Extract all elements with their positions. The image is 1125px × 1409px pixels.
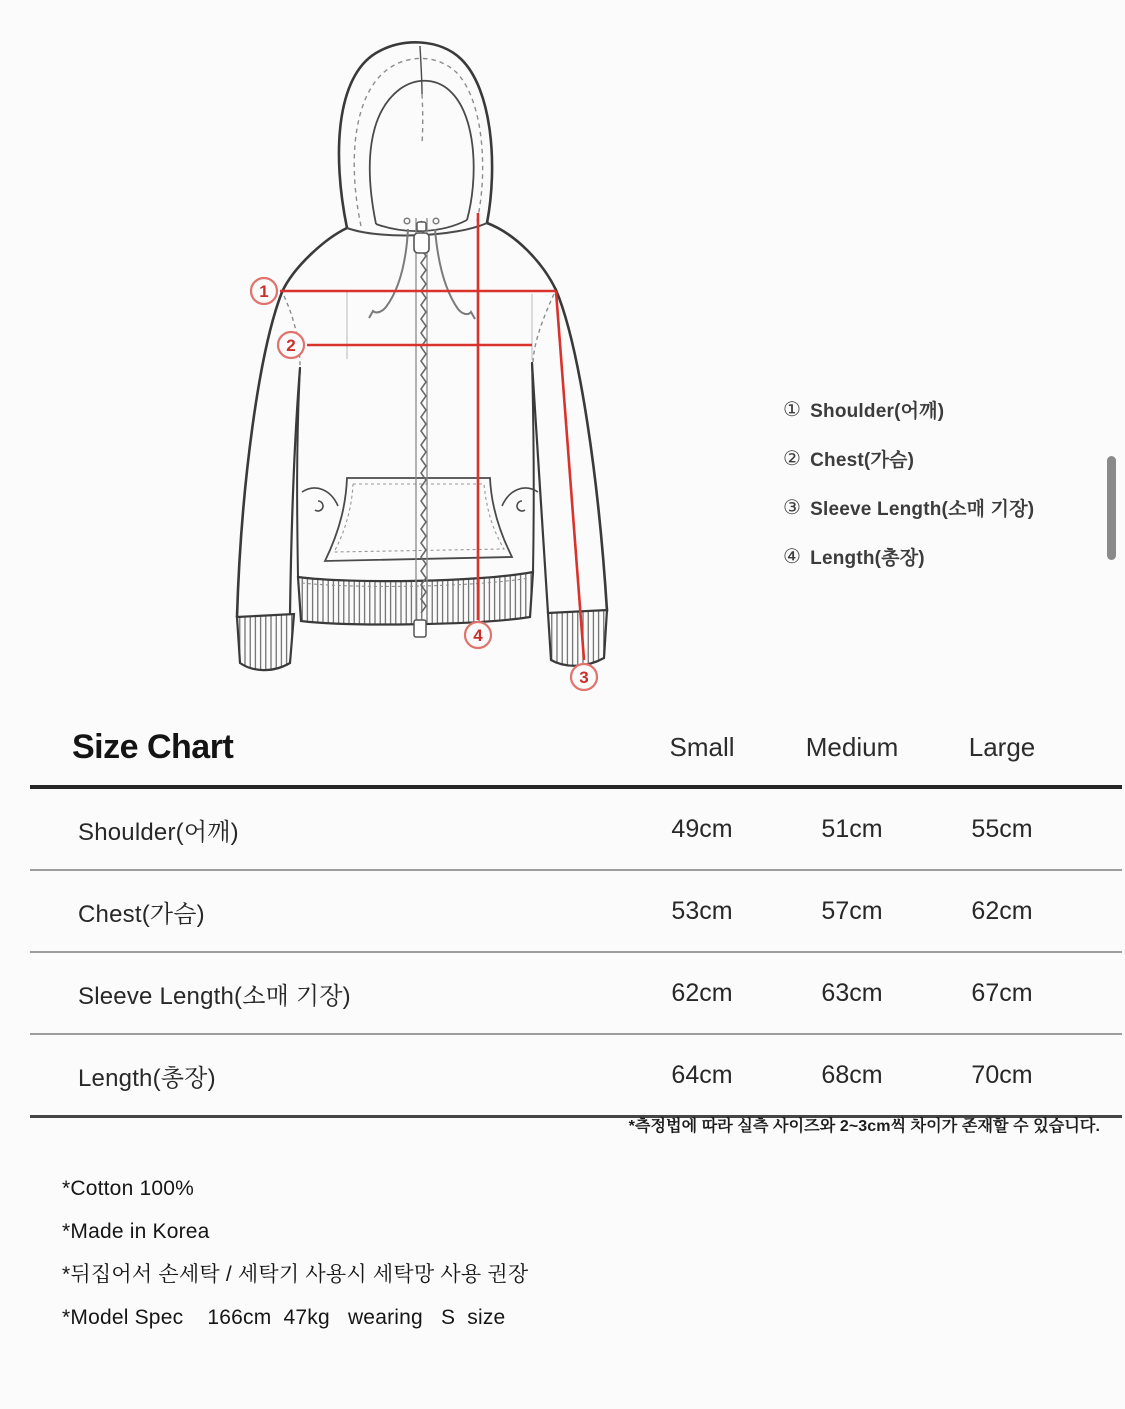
- value-cell: 55cm: [971, 814, 1033, 843]
- size-row-sleeve-length: [30, 953, 1122, 1035]
- circled-number-1: ①: [783, 398, 802, 421]
- left-cuff-rib: [237, 614, 294, 670]
- size-row-chest: [30, 871, 1122, 953]
- value-cell: 57cm: [821, 896, 883, 925]
- svg-text:2: 2: [286, 336, 296, 355]
- legend-label: Shoulder(어깨): [810, 400, 945, 422]
- hood-seam-stitching: [422, 94, 423, 143]
- hood-stitching: [354, 58, 482, 226]
- legend-item-chest: [783, 447, 1034, 471]
- note-origin: *Made in Korea: [62, 1220, 210, 1243]
- scrollbar-thumb[interactable]: [1107, 456, 1116, 560]
- size-chart-header: [30, 710, 1122, 789]
- column-header-large: Large: [968, 732, 1036, 762]
- hood-inner-opening: [370, 81, 474, 224]
- row-label: Shoulder(어깨): [78, 818, 239, 846]
- measurement-legend: [783, 399, 1034, 595]
- row-label: Chest(가슴): [78, 900, 205, 928]
- hoodie-measurement-diagram: [180, 15, 680, 705]
- row-label: Length(총장): [78, 1064, 216, 1092]
- column-header-small: Small: [669, 732, 735, 762]
- legend-item-length: [783, 545, 1034, 569]
- measurement-disclaimer: *측정법에 따라 실측 사이즈와 2~3cm씩 차이가 존재할 수 있습니다.: [628, 1118, 1100, 1135]
- left-shoulder-line: [282, 228, 347, 292]
- zipper: [414, 218, 429, 637]
- svg-text:1: 1: [259, 282, 269, 301]
- left-pocket-curl: [302, 488, 338, 511]
- size-row-length: [30, 1035, 1122, 1118]
- right-shoulder-line: [487, 223, 556, 290]
- right-pocket-curl: [502, 488, 538, 511]
- value-cell: 51cm: [821, 814, 883, 843]
- value-cell: 63cm: [821, 978, 883, 1007]
- value-cell: 62cm: [971, 896, 1033, 925]
- value-cell: 62cm: [671, 978, 733, 1007]
- left-eyelet: [404, 218, 410, 224]
- hood-center-seam: [420, 46, 422, 94]
- zipper-pull: [414, 233, 429, 253]
- zipper-stop: [414, 620, 426, 637]
- size-row-shoulder: [30, 789, 1122, 871]
- value-cell: 67cm: [971, 978, 1033, 1007]
- zipper-slider: [417, 222, 426, 231]
- right-eyelet: [433, 218, 439, 224]
- value-cell: 64cm: [671, 1060, 733, 1089]
- size-chart-title: Size Chart: [72, 728, 234, 766]
- note-model-spec: *Model Spec 166cm 47kg wearing S size: [62, 1306, 506, 1329]
- marker-length: [465, 622, 491, 648]
- column-header-medium: Medium: [805, 732, 899, 762]
- marker-shoulder: [251, 278, 277, 304]
- svg-text:4: 4: [473, 626, 483, 645]
- right-drawstring: [435, 229, 475, 319]
- right-cuff-rib: [548, 610, 607, 666]
- value-cell: 70cm: [971, 1060, 1033, 1089]
- product-notes: [62, 1178, 528, 1350]
- circled-number-2: ②: [783, 447, 802, 470]
- body-right-edge: [532, 363, 534, 573]
- value-cell: 68cm: [821, 1060, 883, 1089]
- legend-item-shoulder: [783, 398, 1034, 422]
- left-sleeve-outer: [237, 292, 282, 617]
- row-label: Sleeve Length(소매 기장): [78, 982, 351, 1010]
- left-drawstring: [369, 229, 408, 318]
- right-armhole-seam: [533, 294, 554, 362]
- marker-chest: [278, 332, 304, 358]
- legend-label: Length(총장): [810, 547, 925, 569]
- legend-item-sleeve-length: [783, 496, 1035, 520]
- legend-label: Chest(가슴): [810, 449, 915, 471]
- hood-outline: [339, 42, 492, 228]
- marker-sleeve: [571, 664, 597, 690]
- note-care: *뒤집어서 손세탁 / 세탁기 사용시 세탁망 사용 권장: [62, 1263, 529, 1286]
- note-cotton: *Cotton 100%: [62, 1177, 194, 1200]
- value-cell: 49cm: [671, 814, 733, 843]
- legend-label: Sleeve Length(소매 기장): [810, 498, 1035, 520]
- value-cell: 53cm: [671, 896, 733, 925]
- size-chart-table: [30, 710, 1122, 1118]
- svg-text:3: 3: [579, 668, 589, 687]
- circled-number-3: ③: [783, 496, 802, 519]
- right-sleeve-outer: [556, 290, 607, 611]
- circled-number-4: ④: [783, 545, 802, 568]
- measure-line-sleeve: [556, 291, 584, 660]
